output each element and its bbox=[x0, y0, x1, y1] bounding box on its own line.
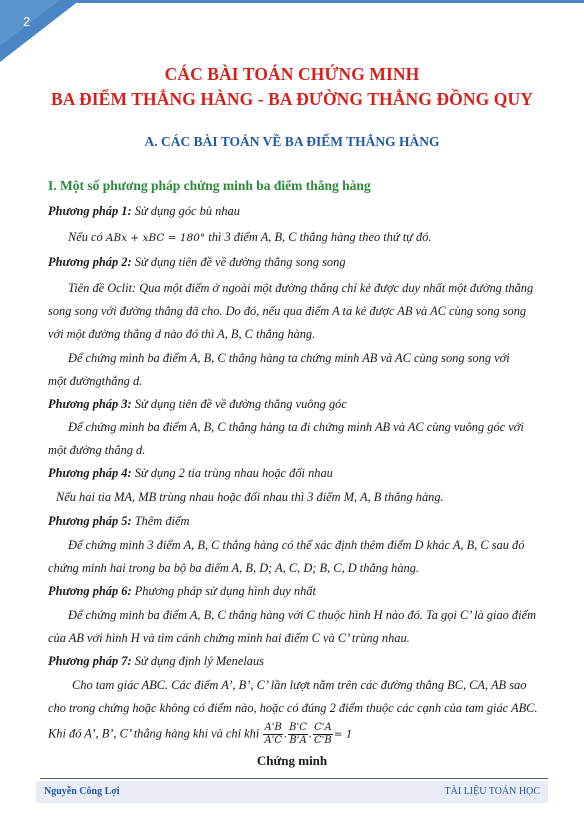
method-3-line-1: Để chứng minh ba điểm A, B, C thẳng hàng ta đi chứng minh AB và AC cùng vuông góc với bbox=[68, 420, 524, 434]
method-6-label: Phương pháp 6: bbox=[48, 584, 132, 598]
method-5-heading bbox=[48, 514, 189, 529]
method-4-label: Phương pháp 4: bbox=[48, 466, 132, 480]
proof-heading: Chứng minh bbox=[256, 753, 328, 768]
fraction-2-denominator: B'A bbox=[289, 735, 307, 746]
fraction-1-numerator: A'B bbox=[264, 722, 282, 733]
method-6-heading bbox=[48, 584, 316, 599]
method-1-pre: Nếu có bbox=[68, 230, 106, 244]
menelaus-fraction-2 bbox=[288, 722, 308, 747]
method-2-text: Sử dụng tiên đề về đường thẳng song song bbox=[131, 255, 346, 269]
method-7-line-2: cho trong chứng hoặc không có điểm nào, hoặc có đúng 2 điểm thuộc các cạnh của tam giác ABC. bbox=[48, 701, 538, 715]
method-7-label: Phương pháp 7: bbox=[48, 654, 132, 668]
heading-i: I. Một số phương pháp chứng minh ba điểm thẳng hàng bbox=[48, 178, 371, 193]
method-1-body bbox=[68, 230, 432, 245]
fraction-3-denominator: C'B bbox=[314, 735, 332, 746]
method-2-line-3: với một đường thẳng d nào đó thì A, B, C thẳng hàng. bbox=[48, 327, 316, 341]
method-6-line-2: của AB với hình H và tìm cánh chứng minh hai điểm C và C’ trùng nhau. bbox=[48, 631, 410, 645]
method-2-heading bbox=[48, 255, 346, 270]
method-7-line-1: Cho tam giác ABC. Các điểm A’, B’, C’ lần lượt nằm trên các đường thẳng BC, CA, AB sao bbox=[72, 678, 527, 692]
method-3-heading bbox=[48, 397, 347, 412]
title-line-2: BA ĐIỂM THẲNG HÀNG - BA ĐƯỜNG THẲNG ĐỒNG QUY bbox=[51, 89, 533, 109]
method-3-text: Sử dụng tiên đề về đường thẳng vuông góc bbox=[131, 397, 347, 411]
title-line-1: CÁC BÀI TOÁN CHỨNG MINH bbox=[164, 64, 420, 84]
fraction-3-numerator: C'A bbox=[314, 722, 332, 733]
menelaus-fraction-1 bbox=[263, 722, 283, 747]
footer-author: Nguyễn Công Lợi bbox=[44, 786, 120, 797]
method-1-label: Phương pháp 1: bbox=[48, 204, 132, 218]
page-corner-shape bbox=[0, 0, 80, 62]
method-5-label: Phương pháp 5: bbox=[48, 514, 132, 528]
method-5-line-2: chứng minh hai trong ba bộ ba điểm A, B, D; A, C, D; B, C, D thẳng hàng. bbox=[48, 561, 420, 575]
method-4-heading bbox=[48, 466, 333, 481]
method-6-line-1: Để chứng minh ba điểm A, B, C thẳng hàng với C thuộc hình H nào đó. Ta gọi C’ là giao điểm bbox=[68, 608, 537, 622]
method-7-heading bbox=[48, 654, 264, 669]
page-number: 2 bbox=[23, 14, 31, 29]
angle-equation: ABx + xBC = 180° bbox=[105, 232, 206, 244]
method-1-heading bbox=[48, 204, 240, 219]
method-7-line-3: Khi đó A’, B’, C’ thẳng hàng khi và chỉ khi $\frac{A'B}{A'C}$ . $\frac{B'C}{B'A}$ . $\frac{C'A}{C'B}$ = 1 bbox=[48, 722, 353, 746]
footer-label: TÀI LIỆU TOÁN HỌC bbox=[444, 786, 540, 797]
page-footer bbox=[36, 781, 548, 803]
menelaus-equals: = 1 bbox=[333, 728, 353, 741]
method-2-label: Phương pháp 2: bbox=[48, 255, 132, 269]
method-7-text: Sử dụng định lý Menelaus bbox=[131, 654, 264, 668]
fraction-1-denominator: A'C bbox=[264, 735, 283, 746]
method-3-line-2: một đường thẳng d. bbox=[48, 443, 146, 457]
footer-divider bbox=[40, 778, 548, 779]
section-a-heading: A. CÁC BÀI TOÁN VỀ BA ĐIỂM THẲNG HÀNG bbox=[144, 134, 440, 149]
method-2-line-1: Tiên đề Oclit: Qua một điểm ở ngoài một đường thẳng chỉ kẻ được duy nhất một đường thẳng bbox=[68, 281, 534, 295]
method-2-line-5: một đườngthẳng d. bbox=[48, 374, 143, 388]
fraction-2-numerator: B'C bbox=[289, 722, 307, 733]
method-5-text: Thêm điểm bbox=[131, 514, 190, 528]
method-2-line-4: Để chứng minh ba điểm A, B, C thẳng hàng ta chứng minh AB và AC cùng song song với bbox=[68, 351, 510, 365]
method-4-line-1: Nếu hai tia MA, MB trùng nhau hoặc đối nhau thì 3 điểm M, A, B thẳng hàng. bbox=[56, 490, 444, 504]
method-7-condition-text: Khi đó A’, B’, C’ thẳng hàng khi và chỉ khi bbox=[48, 726, 263, 741]
top-border bbox=[0, 0, 584, 3]
method-4-text: Sử dụng 2 tia trùng nhau hoặc đối nhau bbox=[131, 466, 333, 480]
method-2-line-2: song song với đường thẳng đã cho. Do đó, nếu qua điểm A ta kẻ được AB và AC cùng song song bbox=[48, 304, 527, 318]
method-3-label: Phương pháp 3: bbox=[48, 397, 132, 411]
method-6-text: Phương pháp sử dụng hình duy nhất bbox=[131, 584, 316, 598]
method-5-line-1: Để chứng minh 3 điểm A, B, C thẳng hàng có thể xác định thêm điểm D khác A, B, C sau đó bbox=[68, 538, 525, 552]
method-1-post: thì 3 điểm A, B, C thẳng hàng theo thứ tự đó. bbox=[205, 230, 432, 244]
method-1-text: Sử dụng góc bù nhau bbox=[131, 204, 240, 218]
menelaus-fraction-3 bbox=[313, 722, 333, 747]
